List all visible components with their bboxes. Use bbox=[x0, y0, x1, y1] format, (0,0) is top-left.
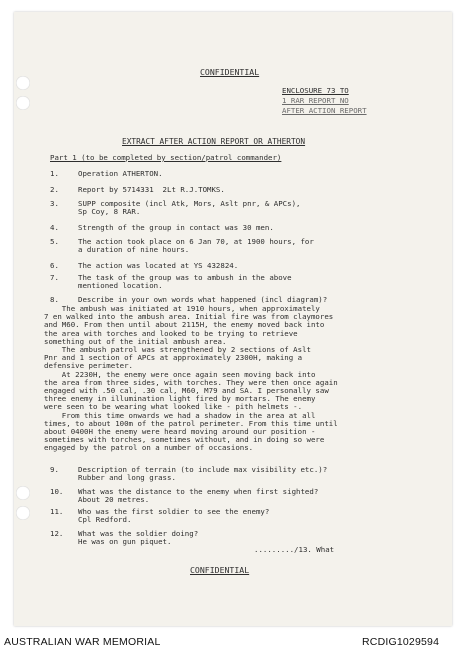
question-number: 7. bbox=[50, 273, 59, 282]
narrative-line: sometimes with torches, sometimes without, and in doing so were bbox=[44, 435, 325, 445]
document-page bbox=[14, 12, 452, 626]
narrative-line: and M60. From then until about 2115H, the enemy moved back into bbox=[44, 320, 325, 330]
question-number: 10. bbox=[50, 487, 64, 496]
header-confidential: CONFIDENTIAL bbox=[200, 67, 260, 77]
question-number: 8. bbox=[50, 295, 59, 304]
question-number: 6. bbox=[50, 261, 59, 270]
question-text: What was the distance to the enemy when first sighted? bbox=[78, 487, 319, 496]
answer-text: Rubber and long grass. bbox=[78, 473, 176, 482]
report-title: EXTRACT AFTER ACTION REPORT OR ATHERTON bbox=[122, 137, 306, 146]
continuation-marker: ........./13. What bbox=[254, 545, 335, 554]
question-text: Strength of the group in contact was 30 men. bbox=[78, 223, 274, 232]
question-number: 9. bbox=[50, 465, 59, 474]
narrative-line: From this time onwards we had a shadow in the area at all bbox=[44, 410, 316, 420]
punch-hole bbox=[16, 486, 30, 500]
narrative-line: three enemy in illumination light fired by mortars. The enemy bbox=[44, 394, 316, 404]
enclosure-line: AFTER ACTION REPORT bbox=[282, 106, 367, 115]
archive-reference: RCDIG1029594 bbox=[362, 636, 440, 648]
narrative-line: engaged by the patrol on a number of occasions. bbox=[44, 443, 254, 453]
narrative-line: defensive perimeter. bbox=[44, 361, 133, 371]
question-number: 11. bbox=[50, 507, 64, 516]
question-number: 3. bbox=[50, 199, 59, 208]
narrative-line: the area with torches and looked to be trying to retrieve bbox=[44, 328, 298, 338]
punch-hole bbox=[16, 506, 30, 520]
narrative-line: The ambush patrol was strengthened by 2 sections of Aslt bbox=[44, 345, 311, 354]
question-text: What was the soldier doing? bbox=[78, 529, 199, 538]
narrative-line: about 0400H the enemy were heard moving around our position - bbox=[44, 427, 316, 436]
question-text: Report by 5714331 2Lt R.J.TOMKS. bbox=[78, 185, 225, 194]
question-text: The task of the group was to ambush in the above bbox=[78, 273, 292, 282]
enclosure-line: ENCLOSURE 73 TO bbox=[282, 86, 349, 95]
answer-text: He was on gun piquet. bbox=[78, 537, 172, 546]
question-number: 2. bbox=[50, 185, 59, 194]
question-text: a duration of nine hours. bbox=[78, 245, 190, 254]
answer-text: Cpl Redford. bbox=[78, 515, 132, 524]
question-text: Description of terrain (to include max visibility etc.)? bbox=[78, 465, 328, 474]
question-text: Sp Coy, 8 RAR. bbox=[78, 207, 141, 216]
question-number: 1. bbox=[50, 169, 59, 178]
narrative-line: At 2230H, the enemy were once again seen moving back into bbox=[44, 369, 316, 379]
archive-credit: AUSTRALIAN WAR MEMORIAL bbox=[4, 636, 161, 648]
narrative-line: Pnr and 1 section of APCs at approximately 2300H, making a bbox=[44, 353, 303, 363]
question-text: Operation ATHERTON. bbox=[78, 169, 163, 178]
question-text: Who was the first soldier to see the enemy? bbox=[78, 507, 270, 516]
punch-hole bbox=[16, 76, 30, 90]
narrative-line: something out of the initial ambush area. bbox=[44, 336, 227, 346]
punch-hole bbox=[16, 96, 30, 110]
question-text: Describe in your own words what happened (incl diagram)? bbox=[78, 295, 328, 304]
question-text: SUPP composite (incl Atk, Mors, Aslt pnr, & APCs), bbox=[78, 199, 301, 208]
narrative-line: times, to about 100m of the patrol perimeter. From this time until bbox=[44, 418, 338, 428]
narrative-line: were seen to be wearing what looked like - pith helmets -. bbox=[44, 402, 303, 412]
question-number: 4. bbox=[50, 223, 59, 232]
answer-text: About 20 metres. bbox=[78, 495, 150, 504]
footer-confidential: CONFIDENTIAL bbox=[190, 565, 250, 575]
part-1-heading: Part 1 (to be completed by section/patrol commander) bbox=[50, 153, 282, 162]
narrative-line: 7 en walked into the ambush area. Initial fire was from claymores bbox=[44, 312, 334, 322]
question-number: 5. bbox=[50, 237, 59, 246]
question-text: The action was located at YS 432824. bbox=[78, 261, 239, 270]
enclosure-line: 1 RAR REPORT NO bbox=[282, 96, 349, 105]
narrative-line: engaged with .50 cal, .30 cal, M60, M79 and SA. I personally saw bbox=[44, 386, 329, 395]
narrative-line: The ambush was initiated at 1910 hours, when approximately bbox=[44, 304, 320, 313]
narrative-line: the area from three sides, with torches. They were then once again bbox=[44, 377, 338, 387]
question-text: mentioned location. bbox=[78, 281, 163, 290]
question-number: 12. bbox=[50, 529, 64, 538]
question-text: The action took place on 6 Jan 70, at 1900 hours, for bbox=[78, 237, 314, 246]
